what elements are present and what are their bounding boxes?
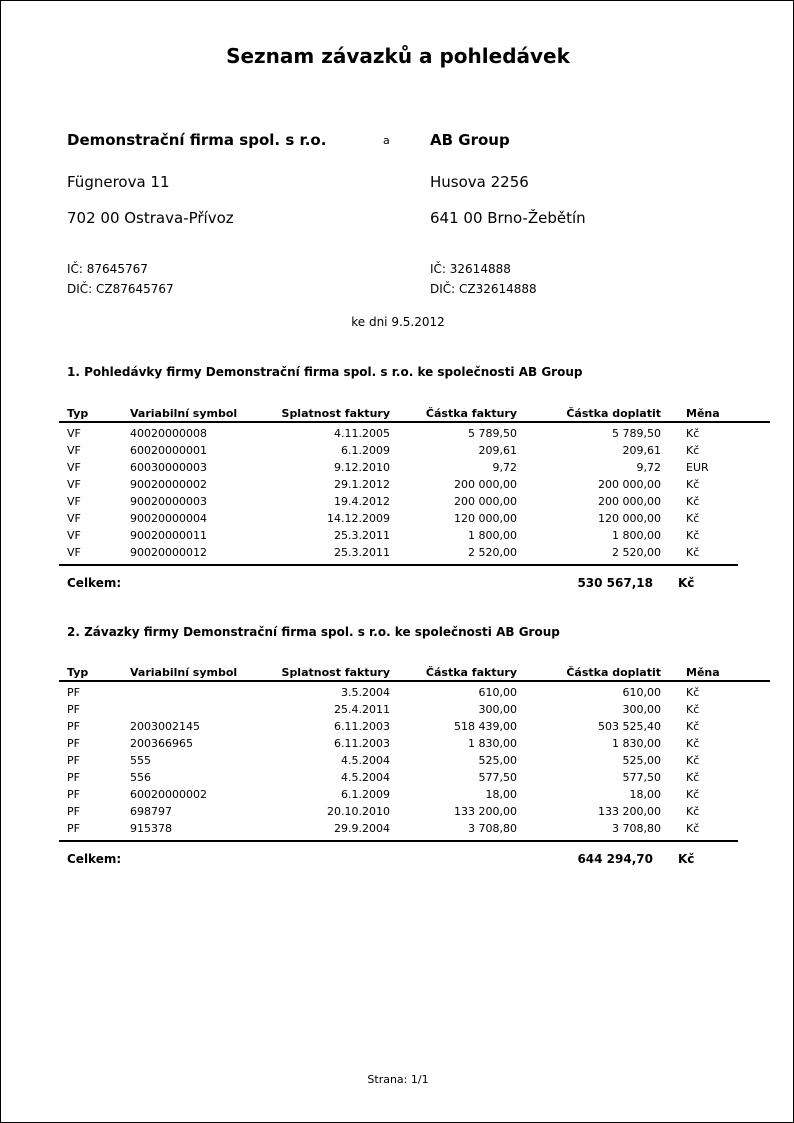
receivables-total-currency: Kč xyxy=(678,576,695,590)
cell-amount-due: 200 000,00 xyxy=(598,478,661,491)
cell-due-date: 3.5.2004 xyxy=(341,686,390,699)
cell-invoice-amount: 525,00 xyxy=(478,754,517,767)
table-row xyxy=(59,820,770,837)
table-row xyxy=(59,803,770,820)
payables-total-line xyxy=(59,840,738,842)
cell-currency: Kč xyxy=(686,512,700,525)
cell-invoice-amount: 200 000,00 xyxy=(454,495,517,508)
cell-variable-symbol: 556 xyxy=(130,771,151,784)
payables-total-label: Celkem: xyxy=(67,852,122,866)
cell-type: PF xyxy=(67,703,80,716)
cell-due-date: 6.1.2009 xyxy=(341,444,390,457)
table-row xyxy=(59,459,770,476)
partner-name: AB Group xyxy=(430,131,510,149)
cell-currency: EUR xyxy=(686,461,709,474)
report-date: ke dni 9.5.2012 xyxy=(351,315,445,329)
cell-currency: Kč xyxy=(686,754,700,767)
cell-variable-symbol: 90020000002 xyxy=(130,478,207,491)
cell-currency: Kč xyxy=(686,478,700,491)
column-header-invoice-amount: Částka faktury xyxy=(390,404,517,422)
table-row xyxy=(59,527,770,544)
column-header-amount-due: Částka doplatit xyxy=(517,404,661,422)
partner-city: 641 00 Brno-Žebětín xyxy=(430,209,586,227)
table-row xyxy=(59,476,770,493)
company-name: Demonstrační firma spol. s r.o. xyxy=(67,131,327,149)
cell-type: PF xyxy=(67,822,80,835)
cell-amount-due: 5 789,50 xyxy=(612,427,661,440)
cell-type: VF xyxy=(67,444,81,457)
column-header-type: Typ xyxy=(59,404,130,422)
cell-currency: Kč xyxy=(686,788,700,801)
cell-variable-symbol: 90020000012 xyxy=(130,546,207,559)
cell-currency: Kč xyxy=(686,444,700,457)
company-dic: DIČ: CZ87645767 xyxy=(67,282,174,296)
page-title: Seznam závazků a pohledávek xyxy=(226,44,570,68)
cell-type: VF xyxy=(67,512,81,525)
cell-due-date: 4.5.2004 xyxy=(341,771,390,784)
company-ic: IČ: 87645767 xyxy=(67,262,148,276)
column-header-due-date: Splatnost faktury xyxy=(240,663,390,681)
conjunction: a xyxy=(383,134,390,147)
cell-due-date: 29.1.2012 xyxy=(334,478,390,491)
column-header-variable-symbol: Variabilní symbol xyxy=(130,663,240,681)
cell-variable-symbol: 60020000002 xyxy=(130,788,207,801)
cell-invoice-amount: 300,00 xyxy=(478,703,517,716)
cell-invoice-amount: 200 000,00 xyxy=(454,478,517,491)
cell-variable-symbol: 698797 xyxy=(130,805,172,818)
cell-amount-due: 1 830,00 xyxy=(612,737,661,750)
cell-currency: Kč xyxy=(686,546,700,559)
cell-invoice-amount: 5 789,50 xyxy=(468,427,517,440)
cell-amount-due: 9,72 xyxy=(636,461,661,474)
cell-due-date: 6.11.2003 xyxy=(334,720,390,733)
payables-total-value: 644 294,70 xyxy=(577,852,653,866)
cell-variable-symbol: 555 xyxy=(130,754,151,767)
cell-currency: Kč xyxy=(686,427,700,440)
cell-variable-symbol: 40020000008 xyxy=(130,427,207,440)
cell-invoice-amount: 610,00 xyxy=(478,686,517,699)
cell-currency: Kč xyxy=(686,495,700,508)
cell-type: PF xyxy=(67,754,80,767)
cell-due-date: 20.10.2010 xyxy=(327,805,390,818)
cell-amount-due: 209,61 xyxy=(622,444,661,457)
cell-currency: Kč xyxy=(686,771,700,784)
column-header-currency: Měna xyxy=(661,663,770,681)
cell-type: VF xyxy=(67,427,81,440)
cell-currency: Kč xyxy=(686,720,700,733)
cell-amount-due: 18,00 xyxy=(629,788,661,801)
company-city: 702 00 Ostrava-Přívoz xyxy=(67,209,234,227)
cell-amount-due: 610,00 xyxy=(622,686,661,699)
section-receivables-title: 1. Pohledávky firmy Demonstrační firma spol. s r.o. ke společnosti AB Group xyxy=(67,365,583,379)
cell-variable-symbol: 60030000003 xyxy=(130,461,207,474)
receivables-total-value: 530 567,18 xyxy=(577,576,653,590)
column-header-currency: Měna xyxy=(661,404,770,422)
cell-amount-due: 3 708,80 xyxy=(612,822,661,835)
cell-currency: Kč xyxy=(686,822,700,835)
company-street: Fügnerova 11 xyxy=(67,173,170,191)
cell-due-date: 19.4.2012 xyxy=(334,495,390,508)
cell-variable-symbol: 60020000001 xyxy=(130,444,207,457)
cell-invoice-amount: 2 520,00 xyxy=(468,546,517,559)
cell-amount-due: 577,50 xyxy=(622,771,661,784)
cell-due-date: 6.1.2009 xyxy=(341,788,390,801)
cell-amount-due: 133 200,00 xyxy=(598,805,661,818)
cell-amount-due: 525,00 xyxy=(622,754,661,767)
column-header-type: Typ xyxy=(59,663,130,681)
cell-type: VF xyxy=(67,478,81,491)
cell-due-date: 25.4.2011 xyxy=(334,703,390,716)
cell-invoice-amount: 18,00 xyxy=(485,788,517,801)
table-header-row xyxy=(59,663,770,681)
cell-variable-symbol: 90020000011 xyxy=(130,529,207,542)
table-header-row xyxy=(59,404,770,422)
cell-type: PF xyxy=(67,720,80,733)
partner-ic: IČ: 32614888 xyxy=(430,262,511,276)
cell-type: VF xyxy=(67,546,81,559)
table-row xyxy=(59,422,770,442)
cell-type: VF xyxy=(67,461,81,474)
cell-amount-due: 200 000,00 xyxy=(598,495,661,508)
table-row xyxy=(59,769,770,786)
cell-due-date: 6.11.2003 xyxy=(334,737,390,750)
cell-amount-due: 300,00 xyxy=(622,703,661,716)
cell-currency: Kč xyxy=(686,686,700,699)
cell-variable-symbol: 200366965 xyxy=(130,737,193,750)
cell-type: PF xyxy=(67,805,80,818)
cell-variable-symbol: 90020000003 xyxy=(130,495,207,508)
cell-variable-symbol xyxy=(130,681,240,701)
cell-due-date: 9.12.2010 xyxy=(334,461,390,474)
table-row xyxy=(59,493,770,510)
cell-invoice-amount: 120 000,00 xyxy=(454,512,517,525)
cell-due-date: 14.12.2009 xyxy=(327,512,390,525)
cell-type: PF xyxy=(67,771,80,784)
cell-due-date: 4.5.2004 xyxy=(341,754,390,767)
cell-invoice-amount: 209,61 xyxy=(478,444,517,457)
cell-variable-symbol: 2003002145 xyxy=(130,720,200,733)
receivables-table xyxy=(59,404,770,561)
cell-amount-due: 1 800,00 xyxy=(612,529,661,542)
table-row xyxy=(59,735,770,752)
cell-currency: Kč xyxy=(686,805,700,818)
cell-amount-due: 503 525,40 xyxy=(598,720,661,733)
receivables-total-label: Celkem: xyxy=(67,576,122,590)
cell-due-date: 4.11.2005 xyxy=(334,427,390,440)
column-header-amount-due: Částka doplatit xyxy=(517,663,661,681)
cell-invoice-amount: 1 800,00 xyxy=(468,529,517,542)
table-row xyxy=(59,544,770,561)
payables-table xyxy=(59,663,770,837)
cell-amount-due: 2 520,00 xyxy=(612,546,661,559)
payables-total-currency: Kč xyxy=(678,852,695,866)
table-row xyxy=(59,752,770,769)
column-header-due-date: Splatnost faktury xyxy=(240,404,390,422)
cell-variable-symbol: 90020000004 xyxy=(130,512,207,525)
cell-due-date: 29.9.2004 xyxy=(334,822,390,835)
section-payables-title: 2. Závazky firmy Demonstrační firma spol. s r.o. ke společnosti AB Group xyxy=(67,625,560,639)
cell-currency: Kč xyxy=(686,737,700,750)
cell-invoice-amount: 133 200,00 xyxy=(454,805,517,818)
cell-due-date: 25.3.2011 xyxy=(334,546,390,559)
cell-invoice-amount: 3 708,80 xyxy=(468,822,517,835)
table-row xyxy=(59,701,770,718)
cell-invoice-amount: 9,72 xyxy=(492,461,517,474)
cell-type: VF xyxy=(67,529,81,542)
cell-due-date: 25.3.2011 xyxy=(334,529,390,542)
table-row xyxy=(59,718,770,735)
cell-invoice-amount: 577,50 xyxy=(478,771,517,784)
cell-currency: Kč xyxy=(686,529,700,542)
table-row xyxy=(59,510,770,527)
receivables-total-line xyxy=(59,564,738,566)
cell-variable-symbol xyxy=(130,701,240,718)
partner-dic: DIČ: CZ32614888 xyxy=(430,282,537,296)
cell-amount-due: 120 000,00 xyxy=(598,512,661,525)
cell-invoice-amount: 1 830,00 xyxy=(468,737,517,750)
column-header-variable-symbol: Variabilní symbol xyxy=(130,404,240,422)
cell-type: PF xyxy=(67,686,80,699)
partner-street: Husova 2256 xyxy=(430,173,529,191)
page-number: Strana: 1/1 xyxy=(367,1073,429,1086)
cell-type: PF xyxy=(67,788,80,801)
cell-type: PF xyxy=(67,737,80,750)
table-row xyxy=(59,681,770,701)
column-header-invoice-amount: Částka faktury xyxy=(390,663,517,681)
cell-type: VF xyxy=(67,495,81,508)
table-row xyxy=(59,442,770,459)
cell-currency: Kč xyxy=(686,703,700,716)
cell-invoice-amount: 518 439,00 xyxy=(454,720,517,733)
table-row xyxy=(59,786,770,803)
cell-variable-symbol: 915378 xyxy=(130,822,172,835)
